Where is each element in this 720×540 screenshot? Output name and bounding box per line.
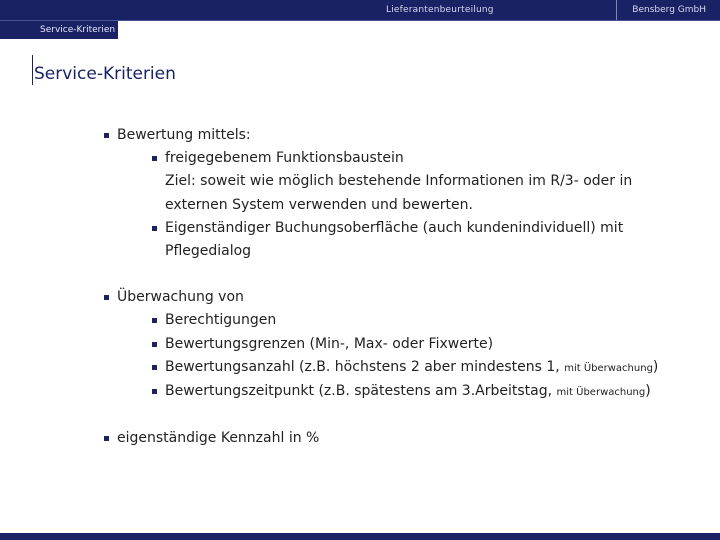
header-divider xyxy=(616,0,617,20)
sub-bullet-item xyxy=(152,356,684,380)
sub-bullet-tail: ) xyxy=(652,358,659,375)
square-bullet-icon xyxy=(152,226,157,231)
bullet-text: eigenständige Kennzahl in % xyxy=(117,430,320,447)
sub-bullet-item xyxy=(152,147,684,217)
square-bullet-icon xyxy=(104,133,109,138)
sub-bullet-text: Bewertungsanzahl (z.B. höchstens 2 aber mindestens 1, xyxy=(165,358,560,375)
sub-bullet-line: Eigenständiger Buchungsoberfläche (auch kundenindividuell) mit xyxy=(165,219,624,236)
slide-content xyxy=(104,124,684,450)
bullet-text: Bewertung mittels: xyxy=(117,127,251,143)
bullet-text: Überwachung von xyxy=(117,289,244,306)
sub-bullet-list xyxy=(152,147,684,263)
square-bullet-icon xyxy=(152,365,157,370)
sub-bullet-item xyxy=(152,217,684,263)
sub-bullet-note: mit Überwachung xyxy=(564,362,653,374)
spacer xyxy=(104,404,684,427)
square-bullet-icon xyxy=(104,436,109,441)
breadcrumb: Service-Kriterien xyxy=(40,25,116,35)
square-bullet-icon xyxy=(152,318,157,323)
footer-bar xyxy=(0,533,720,540)
sub-bullet-line: Pflegedialog xyxy=(165,243,252,260)
sub-bullet-item xyxy=(152,333,684,356)
sub-bullet-list xyxy=(152,309,684,404)
sub-bullet-text: Berechtigungen xyxy=(165,312,277,329)
breadcrumb-bar xyxy=(0,20,720,39)
bullet-item xyxy=(104,124,684,263)
sub-bullet-item xyxy=(152,380,684,404)
square-bullet-icon xyxy=(152,389,157,394)
breadcrumb-tab-edge xyxy=(118,21,720,39)
header-bar xyxy=(0,0,720,20)
sub-bullet-item xyxy=(152,309,684,332)
presentation-title: Lieferantenbeurteilung xyxy=(386,5,494,15)
title-rule xyxy=(32,55,33,85)
bullet-item xyxy=(104,286,684,404)
square-bullet-icon xyxy=(104,295,109,300)
square-bullet-icon xyxy=(152,156,157,161)
bullet-item xyxy=(104,427,684,450)
sub-bullet-line: freigegebenem Funktionsbaustein xyxy=(165,150,404,167)
sub-bullet-text: Bewertungszeitpunkt (z.B. spätestens am 3.Arbeitstag, xyxy=(165,383,553,400)
sub-bullet-text: Bewertungsgrenzen (Min-, Max- oder Fixwerte) xyxy=(165,335,494,352)
bullet-list xyxy=(104,124,684,450)
square-bullet-icon xyxy=(152,342,157,347)
page-title: Service-Kriterien xyxy=(34,64,176,84)
sub-bullet-note: mit Überwachung xyxy=(556,387,646,399)
sub-bullet-line: Ziel: soweit wie möglich bestehende Informationen im R/3- oder in xyxy=(165,173,633,190)
sub-bullet-tail: ) xyxy=(645,383,651,400)
sub-bullet-line: externen System verwenden und bewerten. xyxy=(165,196,473,213)
company-name: Bensberg GmbH xyxy=(632,5,706,15)
spacer xyxy=(104,263,684,286)
